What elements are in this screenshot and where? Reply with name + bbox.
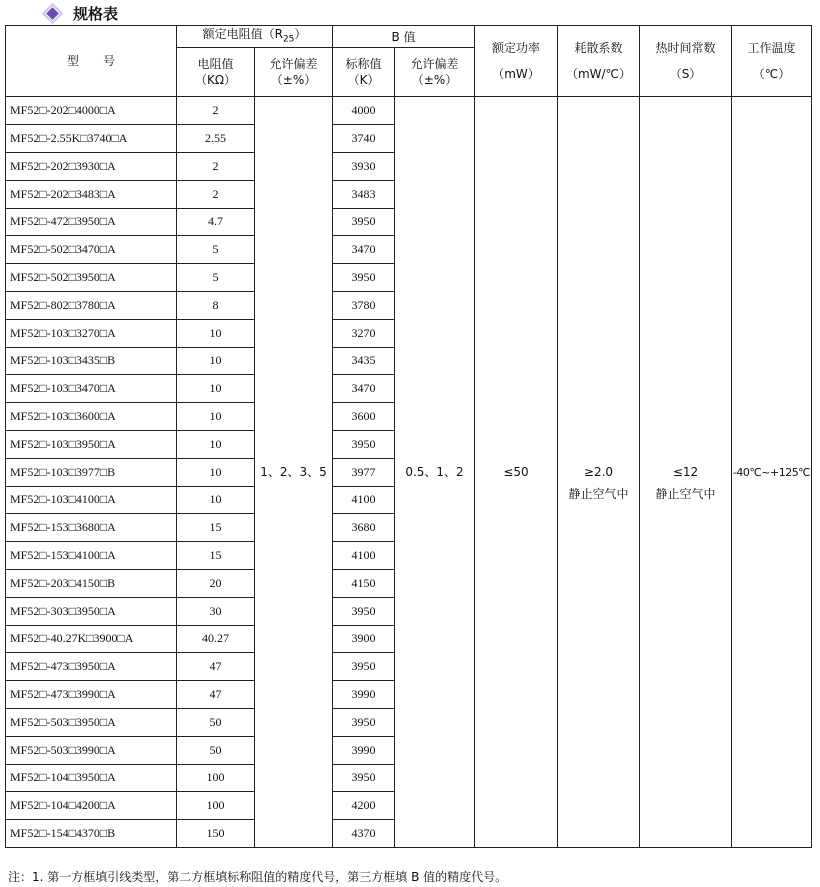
header-dissipation: 耗散系数 （mW/℃）	[558, 26, 640, 97]
model-cell: MF52□-502□3950□A	[6, 264, 177, 292]
header-power: 额定功率 （mW）	[475, 26, 558, 97]
section-title-text: 规格表	[73, 4, 119, 23]
spec-table-body	[6, 97, 812, 848]
resistance-cell: 10	[177, 347, 255, 375]
resistance-cell: 2	[177, 152, 255, 180]
model-cell: MF52□-202□3483□A	[6, 180, 177, 208]
b-nominal-cell: 3740	[333, 125, 395, 153]
header-rated-resistance: 额定电阻值$(R_{25})$	[177, 26, 333, 48]
header-b-tolerance: 允许偏差 （±%）	[395, 48, 475, 97]
b-nominal-cell: 3950	[333, 430, 395, 458]
resistance-cell: 10	[177, 486, 255, 514]
diamond-bullet-icon	[46, 7, 59, 20]
resistance-cell: 50	[177, 708, 255, 736]
resistance-cell: 15	[177, 542, 255, 570]
model-cell: MF52□-103□3470□A	[6, 375, 177, 403]
b-nominal-cell: 3435	[333, 347, 395, 375]
b-nominal-cell: 3990	[333, 681, 395, 709]
power-cell: ≤50	[475, 97, 558, 848]
model-cell: MF52□-104□4200□A	[6, 792, 177, 820]
model-cell: MF52□-153□3680□A	[6, 514, 177, 542]
b-nominal-cell: 3990	[333, 736, 395, 764]
header-b-value: B 值	[333, 26, 475, 48]
resistance-cell: 10	[177, 319, 255, 347]
model-cell: MF52□-202□3930□A	[6, 152, 177, 180]
model-cell: MF52□-103□3977□B	[6, 458, 177, 486]
resistance-cell: 15	[177, 514, 255, 542]
b-nominal-cell: 4200	[333, 792, 395, 820]
resistance-cell: 150	[177, 820, 255, 848]
model-cell: MF52□-103□3270□A	[6, 319, 177, 347]
model-cell: MF52□-473□3950□A	[6, 653, 177, 681]
resistance-cell: 47	[177, 653, 255, 681]
resistance-cell: 5	[177, 236, 255, 264]
spec-table	[5, 25, 812, 848]
resistance-cell: 10	[177, 458, 255, 486]
b-nominal-cell: 3950	[333, 708, 395, 736]
resistance-cell: 100	[177, 792, 255, 820]
b-nominal-cell: 3977	[333, 458, 395, 486]
resistance-cell: 4.7	[177, 208, 255, 236]
resistance-cell: 10	[177, 375, 255, 403]
model-cell: MF52□-2.55K□3740□A	[6, 125, 177, 153]
b-nominal-cell: 3950	[333, 597, 395, 625]
header-time-constant: 热时间常数 （S）	[640, 26, 732, 97]
model-cell: MF52□-202□4000□A	[6, 97, 177, 125]
b-nominal-cell: 3950	[333, 264, 395, 292]
resistance-cell: 2	[177, 97, 255, 125]
b-nominal-cell: 3483	[333, 180, 395, 208]
model-cell: MF52□-153□4100□A	[6, 542, 177, 570]
header-b-nominal: 标称值 （K）	[333, 48, 395, 97]
table-row	[6, 97, 812, 125]
b-nominal-cell: 4000	[333, 97, 395, 125]
model-cell: MF52□-103□3435□B	[6, 347, 177, 375]
resistance-cell: 10	[177, 403, 255, 431]
b-nominal-cell: 3780	[333, 291, 395, 319]
header-resistance-value: 电阻值 （KΩ）	[177, 48, 255, 97]
b-nominal-cell: 3950	[333, 208, 395, 236]
header-resistance-tolerance: 允许偏差 （±%）	[255, 48, 333, 97]
resistance-cell: 2.55	[177, 125, 255, 153]
dissipation-cell: ≥2.0 静止空气中	[558, 97, 640, 848]
b-nominal-cell: 4100	[333, 542, 395, 570]
resistance-cell: 40.27	[177, 625, 255, 653]
model-cell: MF52□-473□3990□A	[6, 681, 177, 709]
model-cell: MF52□-802□3780□A	[6, 291, 177, 319]
model-cell: MF52□-103□3600□A	[6, 403, 177, 431]
footnote: 注：1. 第一方框填引线类型，第二方框填标称阻值的精度代号，第三方框填 B 值的精度代号。	[8, 870, 508, 884]
model-cell: MF52□-40.27K□3900□A	[6, 625, 177, 653]
resistance-cell: 5	[177, 264, 255, 292]
b-nominal-cell: 4370	[333, 820, 395, 848]
model-cell: MF52□-503□3990□A	[6, 736, 177, 764]
header-model: 型 号	[6, 26, 177, 97]
model-cell: MF52□-502□3470□A	[6, 236, 177, 264]
resistance-cell: 50	[177, 736, 255, 764]
resistance-cell: 100	[177, 764, 255, 792]
b-nominal-cell: 3680	[333, 514, 395, 542]
model-cell: MF52□-154□4370□B	[6, 820, 177, 848]
b-nominal-cell: 3930	[333, 152, 395, 180]
model-cell: MF52□-503□3950□A	[6, 708, 177, 736]
b-nominal-cell: 3270	[333, 319, 395, 347]
b-nominal-cell: 3600	[333, 403, 395, 431]
resistance-cell: 30	[177, 597, 255, 625]
b-nominal-cell: 3470	[333, 236, 395, 264]
model-cell: MF52□-303□3950□A	[6, 597, 177, 625]
resistance-cell: 10	[177, 430, 255, 458]
time-constant-cell: ≤12 静止空气中	[640, 97, 732, 848]
model-cell: MF52□-104□3950□A	[6, 764, 177, 792]
b-nominal-cell: 4150	[333, 569, 395, 597]
model-cell: MF52□-472□3950□A	[6, 208, 177, 236]
b-nominal-cell: 3950	[333, 764, 395, 792]
b-nominal-cell: 3950	[333, 653, 395, 681]
resistance-cell: 8	[177, 291, 255, 319]
resistance-cell: 2	[177, 180, 255, 208]
model-cell: MF52□-203□4150□B	[6, 569, 177, 597]
b-nominal-cell: 3900	[333, 625, 395, 653]
section-title	[48, 2, 118, 24]
model-cell: MF52□-103□3950□A	[6, 430, 177, 458]
resistance-cell: 20	[177, 569, 255, 597]
model-cell: MF52□-103□4100□A	[6, 486, 177, 514]
temperature-cell: -40℃~+125℃	[732, 97, 812, 848]
resistance-tolerance-cell: 1、2、3、5	[255, 97, 333, 848]
header-temperature: 工作温度 （℃）	[732, 26, 812, 97]
b-tolerance-cell: 0.5、1、2	[395, 97, 475, 848]
b-nominal-cell: 4100	[333, 486, 395, 514]
resistance-cell: 47	[177, 681, 255, 709]
b-nominal-cell: 3470	[333, 375, 395, 403]
